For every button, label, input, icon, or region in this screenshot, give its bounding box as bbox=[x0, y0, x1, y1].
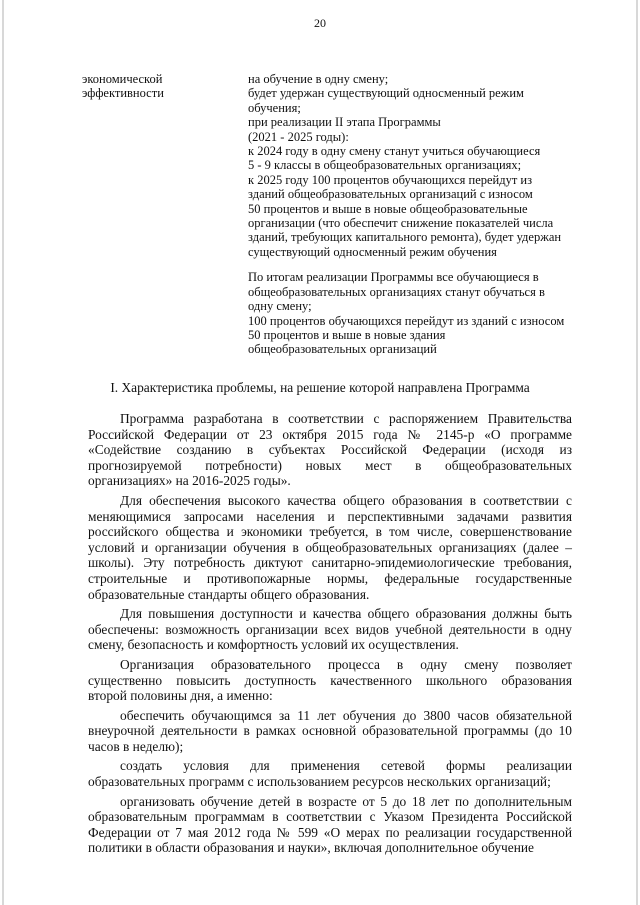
paragraph-gap bbox=[248, 259, 580, 270]
content-line: на обучение в одну смену; bbox=[248, 72, 389, 86]
content-line: существующий односменный режим обучения bbox=[248, 244, 497, 259]
label-line: эффективности bbox=[82, 86, 164, 101]
paragraph-line: образовательных программ с использованием ресурсов нескольких организаций; bbox=[88, 774, 551, 790]
content-line: организации (что обеспечит снижение показателей числа bbox=[248, 216, 554, 231]
result-line: общеобразовательных организациях станут обучаться в bbox=[248, 284, 545, 299]
paragraph-line: Федерации от 7 мая 2012 года № 599 «О мерах по реализации государственной bbox=[88, 824, 572, 840]
paragraph-line: второй половины дня, а именно: bbox=[88, 688, 273, 704]
indicators-table bbox=[82, 72, 582, 357]
body-paragraph bbox=[88, 493, 572, 602]
table-row bbox=[82, 72, 582, 357]
body-paragraph bbox=[88, 708, 572, 755]
content-line: (2021 - 2025 годы): bbox=[248, 129, 349, 144]
paragraph-line: строительные и противопожарные нормы, федеральные государственные bbox=[88, 570, 572, 586]
body-paragraph bbox=[88, 606, 572, 653]
paragraph-line: обеспечить обучающимся за 11 лет обучения до 3800 часов обязательной bbox=[120, 707, 572, 723]
page-edge-left bbox=[2, 0, 4, 905]
paragraph-line: организовать обучение детей в возрасте от 5 до 18 лет по дополнительным bbox=[120, 793, 572, 809]
section-heading: I. Характеристика проблемы, на решение которой направлена Программа bbox=[110, 380, 530, 395]
content-line: при реализации II этапа Программы bbox=[248, 115, 441, 130]
paragraph-line: школы). Эту потребность диктуют санитарно-эпидемиологические требования, bbox=[88, 555, 572, 571]
paragraph-line: часов в неделю); bbox=[88, 738, 184, 754]
result-line: одну смену; bbox=[248, 299, 312, 314]
body-paragraph bbox=[88, 794, 572, 856]
paragraph-line: организациях» на 2016-2025 годы». bbox=[88, 473, 291, 489]
body-paragraph bbox=[88, 758, 572, 789]
body-text bbox=[88, 411, 572, 860]
content-line: обучения; bbox=[248, 100, 301, 115]
page-edge-right bbox=[636, 0, 638, 905]
paragraph-line: меняющимися запросами населения и перспективными задачами развития bbox=[88, 508, 572, 524]
paragraph-line: политики в области образования и науки», включая дополнительное обучение bbox=[88, 840, 534, 856]
body-paragraph bbox=[88, 657, 572, 704]
paragraph-line: Организация образовательного процесса в одну смену позволяет bbox=[120, 656, 572, 672]
label-line: экономической bbox=[82, 72, 163, 86]
page-number: 20 bbox=[314, 16, 326, 30]
content-line: зданий, требующих капитального ремонта), будет удержан bbox=[248, 230, 562, 245]
paragraph-line: «Содействие созданию в субъектах Российской Федерации (исходя из bbox=[88, 442, 572, 458]
paragraph-line: смену, безопасность и комфортность условий их осуществления. bbox=[88, 637, 459, 653]
content-line: 50 процентов и выше в новые общеобразовательные bbox=[248, 201, 528, 216]
paragraph-line: существенно повысить доступность качественного школьного образования bbox=[88, 672, 572, 688]
result-line: По итогам реализации Программы все обучающиеся в bbox=[248, 270, 539, 285]
paragraph-line: Для обеспечения высокого качества общего образования в соответствии с bbox=[120, 492, 572, 508]
paragraph-line: российского общества и экономики требуется, в том числе, совершенствование bbox=[88, 524, 572, 540]
paragraph-line: Программа разработана в соответствии с распоряжением Правительства bbox=[120, 411, 572, 426]
content-line: 5 - 9 классы в общеобразовательных организациях; bbox=[248, 158, 522, 173]
content-line: зданий общеобразовательных организаций с износом bbox=[248, 187, 533, 202]
content-line: будет удержан существующий односменный режим bbox=[248, 86, 524, 101]
result-line: общеобразовательных организаций bbox=[248, 342, 437, 357]
row-content bbox=[248, 72, 580, 357]
paragraph-line: образовательные стандарты общего образования. bbox=[88, 586, 370, 602]
result-line: 100 процентов обучающихся перейдут из зданий с износом bbox=[248, 313, 565, 328]
paragraph-line: создать условия для применения сетевой формы реализации bbox=[120, 758, 572, 774]
paragraph-line: прогнозируемой потребности) новых мест в общеобразовательных bbox=[88, 457, 572, 473]
content-line: к 2024 году в одну смену станут учиться обучающиеся bbox=[248, 144, 541, 159]
paragraph-line: Российской Федерации от 23 октября 2015 года № 2145-р «О программе bbox=[88, 426, 572, 442]
paragraph-line: условий и организации обучения в общеобразовательных организациях (далее – bbox=[88, 539, 572, 555]
body-paragraph bbox=[88, 411, 572, 489]
paragraph-line: внеурочной деятельности в рамках основной образовательной программы (до 10 bbox=[88, 723, 572, 739]
paragraph-line: образовательным программам в соответствии с Указом Президента Российской bbox=[88, 809, 572, 825]
result-line: 50 процентов и выше в новые здания bbox=[248, 327, 446, 342]
row-label bbox=[82, 72, 248, 357]
paragraph-line: Для повышения доступности и качества общего образования должны быть bbox=[120, 606, 572, 622]
content-line: к 2025 году 100 процентов обучающихся перейдут из bbox=[248, 172, 533, 187]
paragraph-line: обеспечены: возможность организации всех видов учебной деятельности в одну bbox=[88, 621, 572, 637]
